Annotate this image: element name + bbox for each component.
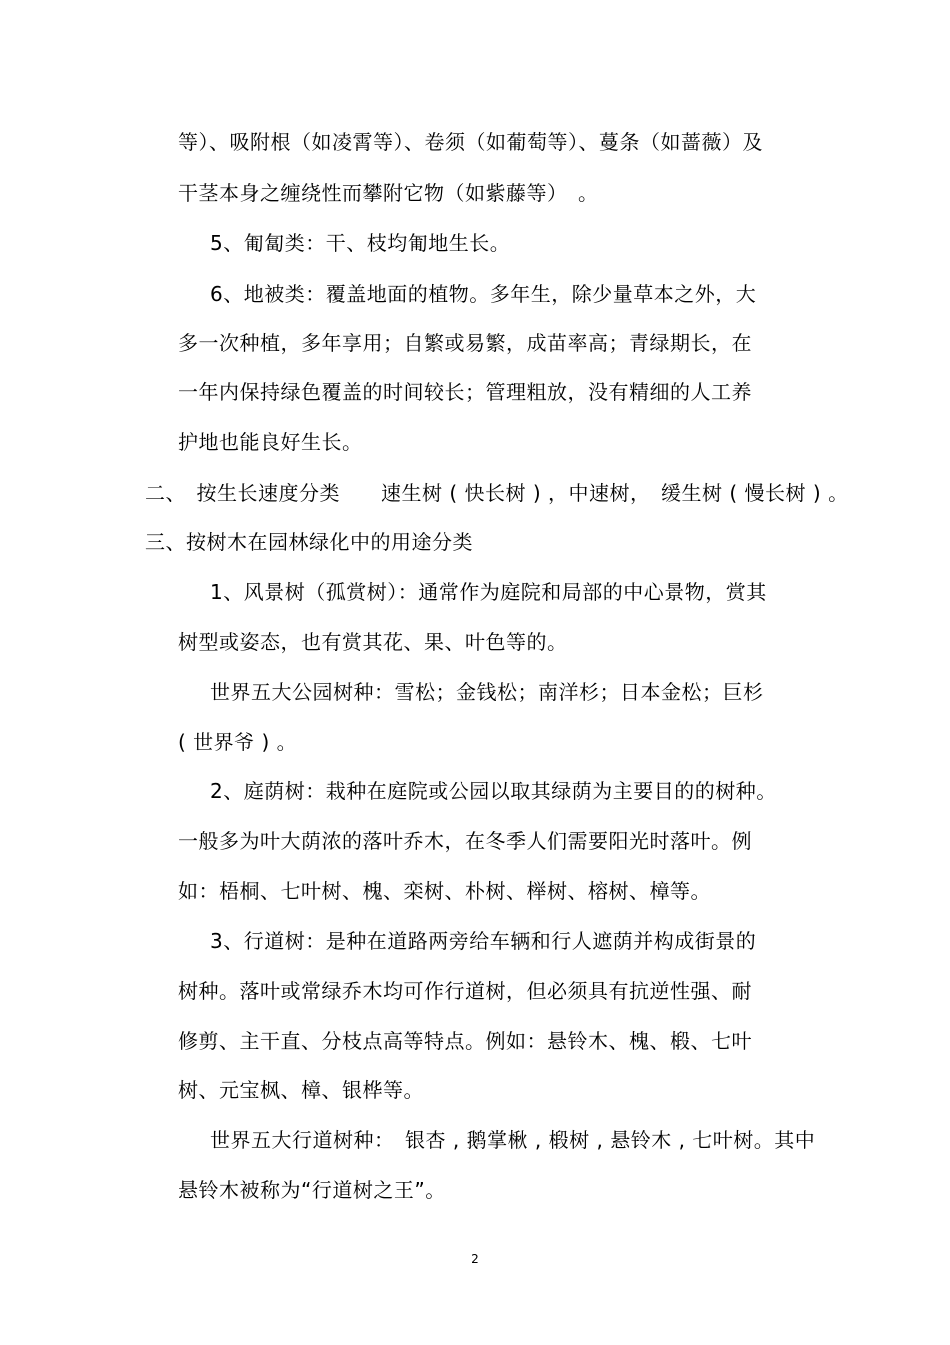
text-line: 世界五大公园树种：雪松；金钱松；南洋杉；日本金松；巨杉: [210, 680, 764, 704]
text-line: ( 世界爷 ) 。: [178, 730, 298, 754]
text-line: 一般多为叶大荫浓的落叶乔木，在冬季人们需要阳光时落叶。例: [178, 829, 752, 853]
text-line: 悬铃木被称为“行道树之王”。: [178, 1178, 446, 1202]
text-line: 如：梧桐、七叶树、槐、栾树、朴树、榉树、榕树、樟等。: [178, 879, 711, 903]
text-line: 树型或姿态，也有赏其花、果、叶色等的。: [178, 630, 568, 654]
section-heading: 三、按树木在园林绿化中的用途分类: [145, 530, 473, 554]
text-line: 树种。落叶或常绿乔木均可作行道树，但必须具有抗逆性强、耐: [178, 979, 752, 1003]
text-line: 2、庭荫树：栽种在庭院或公园以取其绿荫为主要目的的树种。: [210, 779, 777, 803]
text-line: 一年内保持绿色覆盖的时间较长；管理粗放，没有精细的人工养: [178, 380, 752, 404]
text-line: 1、风景树（孤赏树）：通常作为庭院和局部的中心景物，赏其: [210, 580, 767, 604]
text-line: 世界五大行道树种： 银杏 , 鹅掌楸 , 椴树 , 悬铃木 , 七叶树。其中: [210, 1128, 816, 1152]
text-line: 干茎本身之缠绕性而攀附它物（如紫藤等） 。: [178, 181, 599, 205]
section-heading: 二、 按生长速度分类 速生树 ( 快长树 ) ，中速树， 缓生树 ( 慢长树 ) 。: [145, 481, 849, 505]
text-line: 树、元宝枫、樟、银桦等。: [178, 1078, 424, 1102]
text-line: 6、地被类：覆盖地面的植物。多年生，除少量草本之外，大: [210, 282, 757, 306]
text-line: 3、行道树：是种在道路两旁给车辆和行人遮荫并构成街景的: [210, 929, 757, 953]
text-line: 5、匍匐类：干、枝均匍地生长。: [210, 231, 511, 255]
text-line: 多一次种植，多年享用；自繁或易繁，成苗率高；青绿期长，在: [178, 331, 752, 355]
text-line: 护地也能良好生长。: [178, 430, 363, 454]
text-line: 修剪、主干直、分枝点高等特点。例如：悬铃木、槐、椴、七叶: [178, 1029, 752, 1053]
text-line: 等）、吸附根（如凌霄等）、卷须（如葡萄等）、蔓条（如蔷薇）及: [178, 130, 763, 154]
page-number: 2: [471, 1252, 479, 1266]
